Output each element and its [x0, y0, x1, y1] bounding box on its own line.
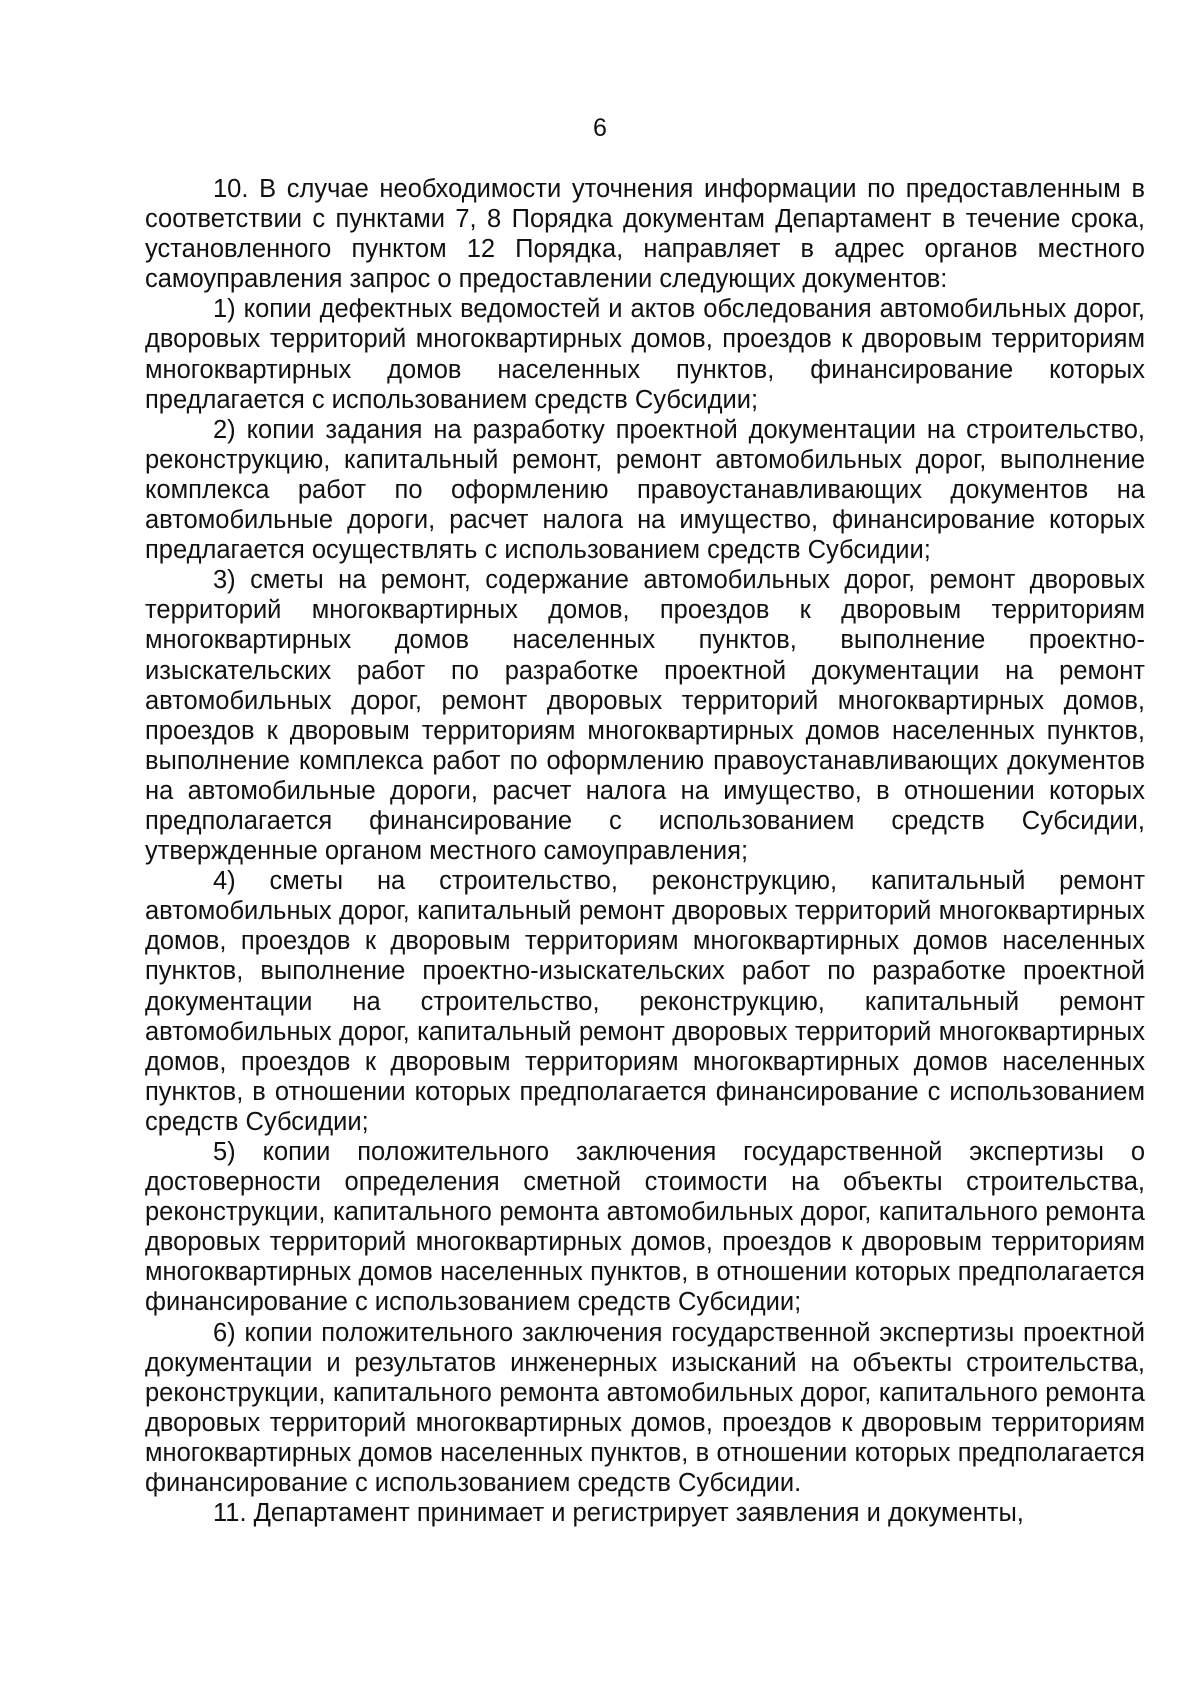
- document-body: [145, 174, 1145, 1528]
- page-number: 6: [593, 114, 607, 142]
- list-item-4: 4) сметы на строительство, реконструкцию, капитальный ремонт автомобильных дорог, капитальный ремонт дворовых территорий многоквартирных домов, проездов к дворовым территориям многоквартирных домов населенных пунктов, выполнение проектно-изыскательских работ по разработке проектной документации на строительство, реконструкцию, капитальный ремонт автомобильных дорог, капитальный ремонт дворовых территорий многоквартирных домов, проездов к дворовым территориям многоквартирных домов населенных пунктов, в отношении которых предполагается финансирование с использованием средств Субсидии;: [145, 867, 1145, 1136]
- list-item-6: 6) копии положительного заключения государственной экспертизы проектной документации и результатов инженерных изысканий на объекты строительства, реконструкции, капитального ремонта автомобильных дорог, капитального ремонта дворовых территорий многоквартирных домов, проездов к дворовым территориям многоквартирных домов населенных пунктов, в отношении которых предполагается финансирование с использованием средств Субсидии.: [145, 1318, 1145, 1498]
- list-item-1: 1) копии дефектных ведомостей и актов обследования автомобильных дорог, дворовых территорий многоквартирных домов, проездов к дворовым территориям многоквартирных домов населенных пунктов, финансирование которых предлагается с использованием средств Субсидии;: [145, 295, 1145, 414]
- list-item-2: 2) копии задания на разработку проектной документации на строительство, реконструкцию, капитальный ремонт, ремонт автомобильных дорог, выполнение комплекса работ по оформлению правоустанавливающих документов на автомобильные дороги, расчет налога на имущество, финансирование которых предлагается осуществлять с использованием средств Субсидии;: [145, 415, 1145, 565]
- list-item-3: 3) сметы на ремонт, содержание автомобильных дорог, ремонт дворовых территорий многоквартирных домов, проездов к дворовым территориям многоквартирных домов населенных пунктов, выполнение проектно-изыскательских работ по разработке проектной документации на ремонт автомобильных дорог, ремонт дворовых территорий многоквартирных домов, проездов к дворовым территориям многоквартирных домов населенных пунктов, выполнение комплекса работ по оформлению правоустанавливающих документов на автомобильные дороги, расчет налога на имущество, в отношении которых предполагается финансирование с использованием средств Субсидии, утвержденные органом местного самоуправления;: [145, 566, 1145, 866]
- paragraph-11: 11. Департамент принимает и регистрирует заявления и документы,: [213, 1499, 1024, 1528]
- list-item-5: 5) копии положительного заключения государственной экспертизы о достоверности определения сметной стоимости на объекты строительства, реконструкции, капитального ремонта автомобильных дорог, капитального ремонта дворовых территорий многоквартирных домов, проездов к дворовым территориям многоквартирных домов населенных пунктов, в отношении которых предполагается финансирование с использованием средств Субсидии;: [145, 1138, 1145, 1317]
- paragraph-10: 10. В случае необходимости уточнения информации по предоставленным в соответствии с пунктами 7, 8 Порядка документам Департамент в течение срока, установленного пунктом 12 Порядка, направляет в адрес органов местного самоуправления запрос о предоставлении следующих документов:: [145, 175, 1145, 294]
